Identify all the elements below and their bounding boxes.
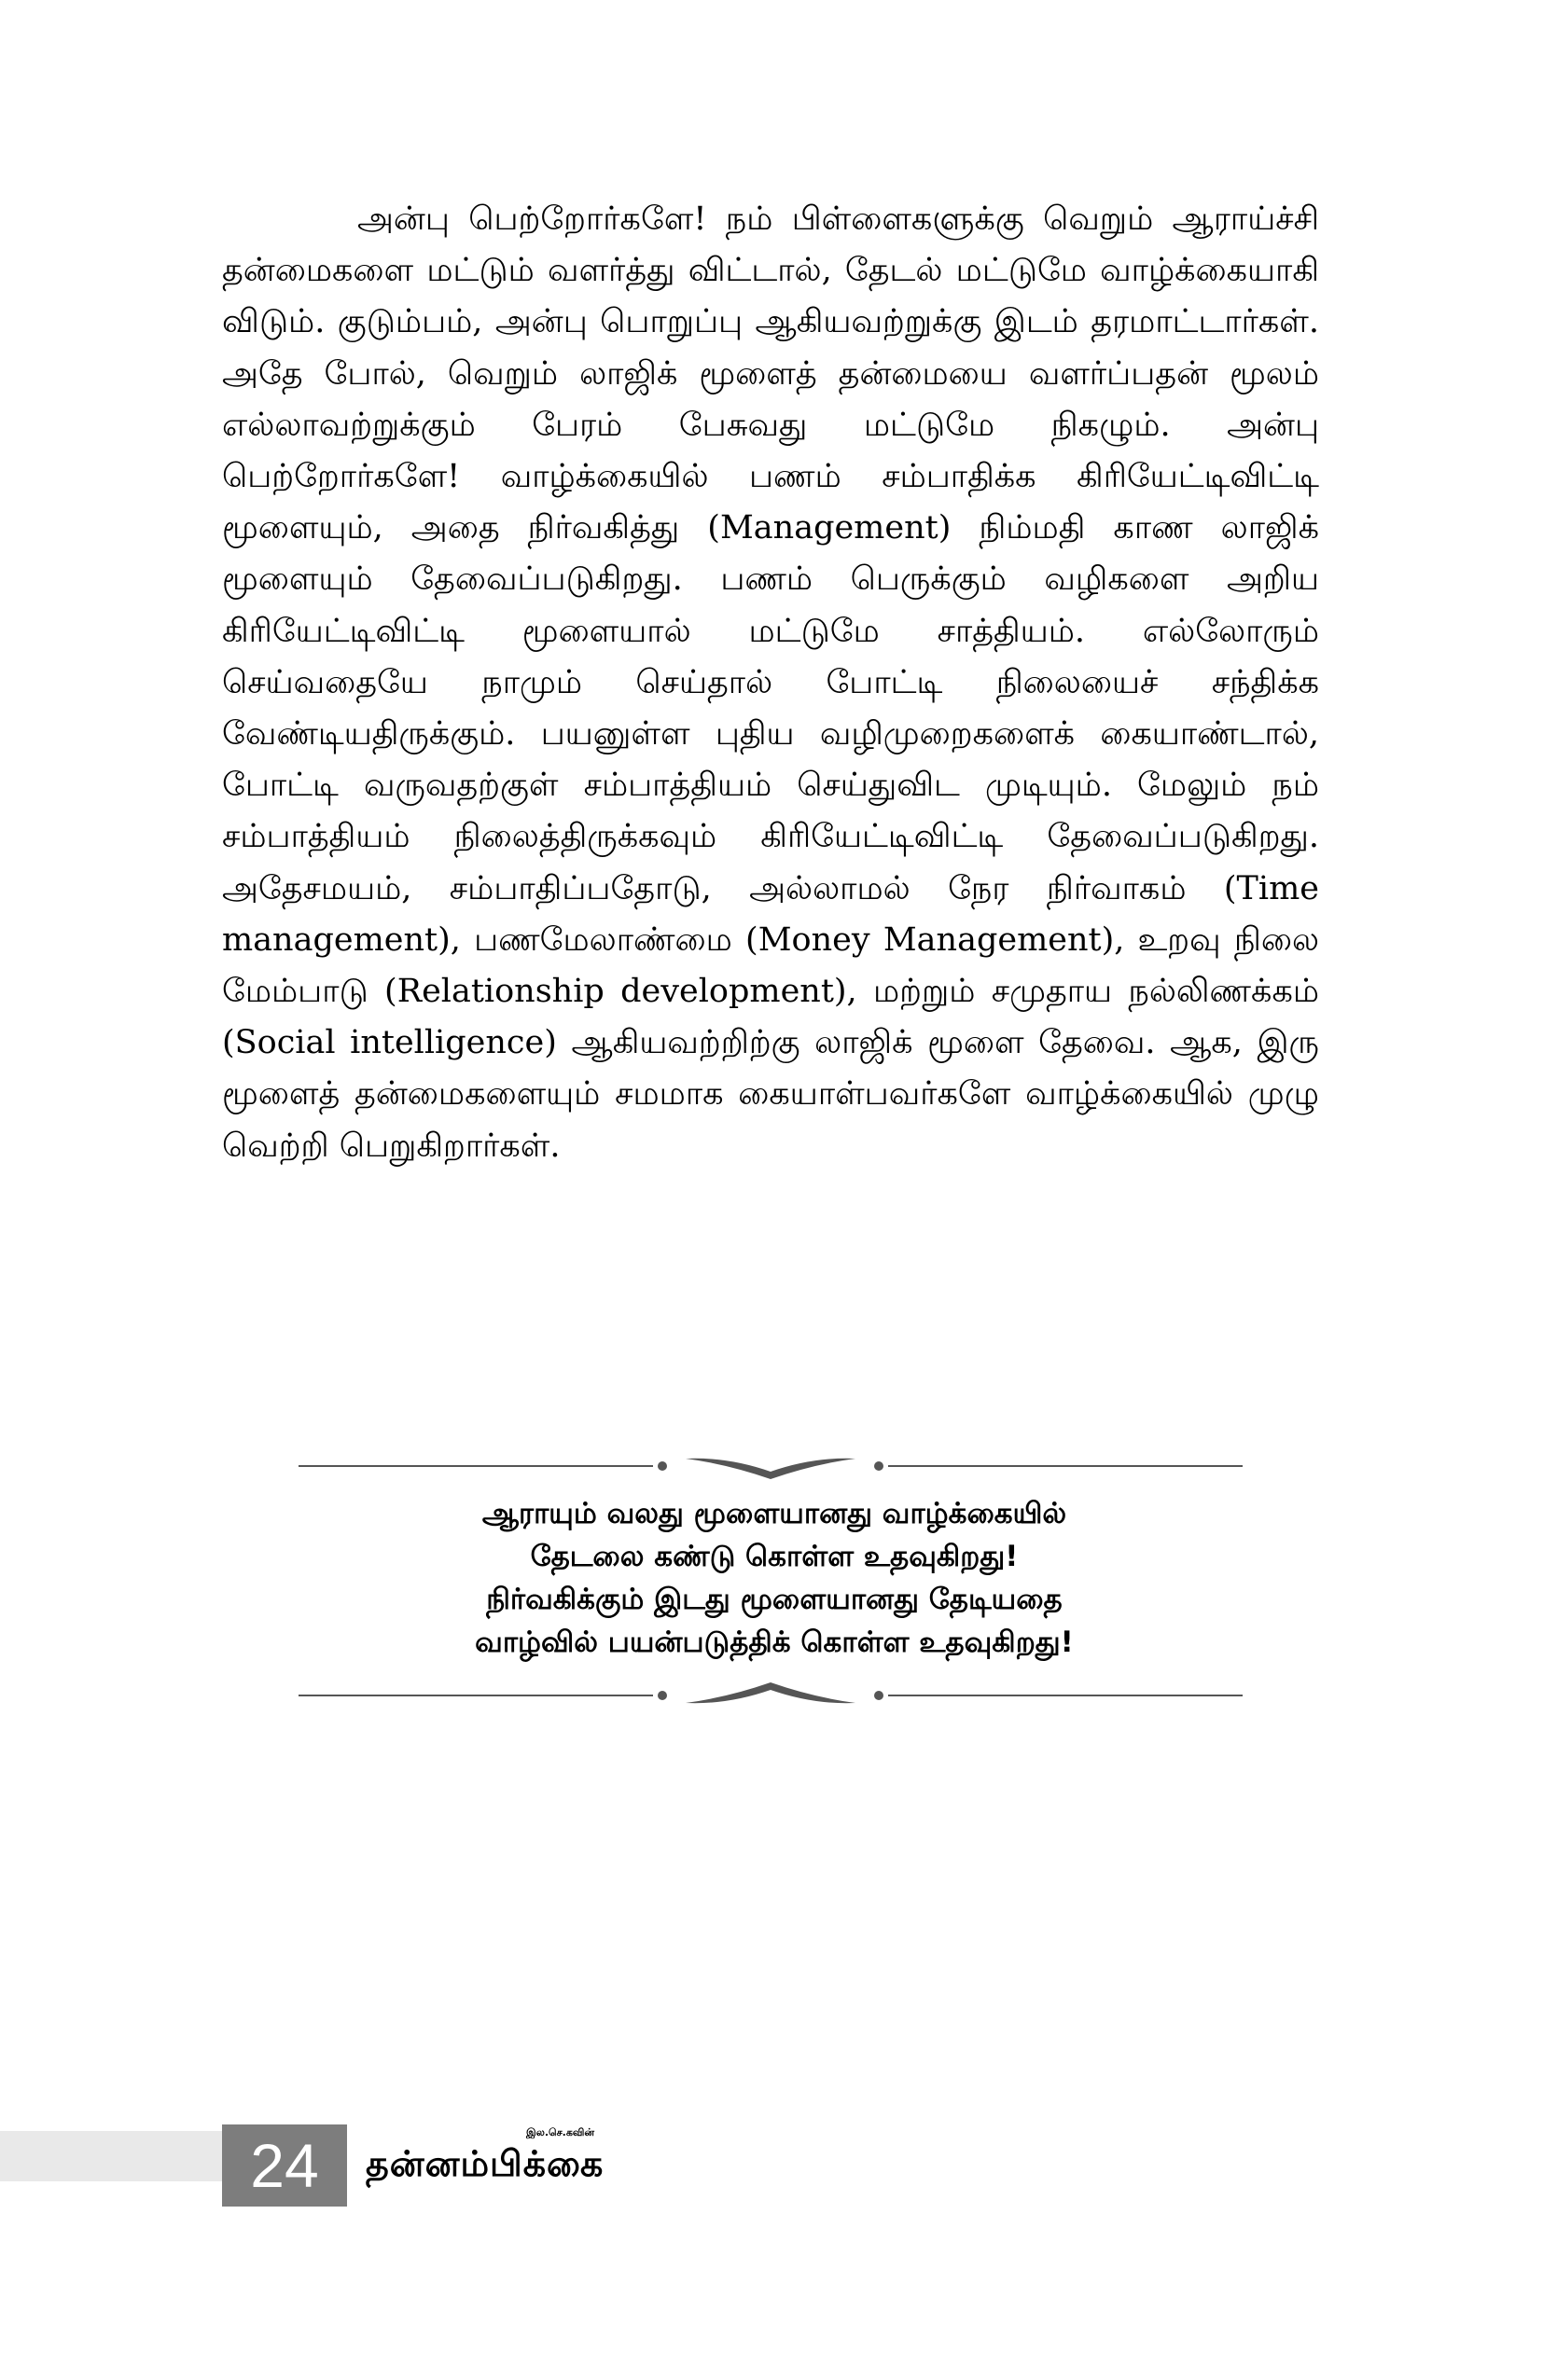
book-brand-logo: [366, 2124, 664, 2208]
ornament-divider-bottom-icon: [299, 1677, 1243, 1714]
book-subtitle: இல.செ.கவின்: [526, 2126, 595, 2138]
quote-line: தேடலை கண்டு கொள்ள உதவுகிறது!: [530, 1540, 1019, 1573]
quote-line: நிர்வகிக்கும் இடது மூளையானது தேடியதை: [486, 1583, 1063, 1616]
quote-line: வாழ்வில் பயன்படுத்திக் கொள்ள உதவுகிறது!: [475, 1626, 1074, 1659]
page-number: 24: [222, 2124, 347, 2207]
ornament-divider-top-icon: [299, 1447, 1243, 1485]
highlight-quote: [308, 1492, 1241, 1664]
quote-line: ஆராயும் வலது மூளையானது வாழ்க்கையில்: [481, 1497, 1067, 1530]
book-title: தன்னம்பிக்கை: [366, 2143, 605, 2184]
body-paragraph: அன்பு பெற்றோர்களே! நம் பிள்ளைகளுக்கு வெறும் ஆராய்ச்சி தன்மைகளை மட்டும் வளர்த்து விட்டால், தேடல் மட்டுமே வாழ்க்கையாகி விடும். குடும்பம், அன்பு பொறுப்பு ஆகியவற்றுக்கு இடம் தரமாட்டார்கள். அதே போல், வெறும் லாஜிக் மூளைத் தன்மையை வளர்ப்பதன் மூலம் எல்லாவற்றுக்கும் பேரம் பேசுவது மட்டுமே நிகழும். அன்பு பெற்றோர்களே! வாழ்க்கையில் பணம் சம்பாதிக்க கிரியேட்டிவிட்டி மூளையும், அதை நிர்வகித்து (Management) நிம்மதி காண லாஜிக் மூளையும் தேவைப்படுகிறது. பணம் பெருக்கும் வழிகளை அறிய கிரியேட்டிவிட்டி மூளையால் மட்டுமே சாத்தியம். எல்லோரும் செய்வதையே நாமும் செய்தால் போட்டி நிலையைச் சந்திக்க வேண்டியதிருக்கும். பயனுள்ள புதிய வழிமுறைகளைக் கையாண்டால், போட்டி வருவதற்குள் சம்பாத்தியம் செய்துவிட முடியும். மேலும் நம் சம்பாத்தியம் நிலைத்திருக்கவும் கிரியேட்டிவிட்டி தேவைப்படுகிறது. அதேசமயம், சம்பாதிப்பதோடு, அல்லாமல் நேர நிர்வாகம் (Time management), பணமேலாண்மை (Money Management), உறவு நிலை மேம்பாடு (Relationship development), மற்றும் சமுதாய நல்லிணக்கம் (Social intelligence) ஆகியவற்றிற்கு லாஜிக் மூளை தேவை. ஆக, இரு மூளைத் தன்மைகளையும் சமமாக கையாள்பவர்களே வாழ்க்கையில் முழு வெற்றி பெறுகிறார்கள்.: [222, 201, 1319, 1165]
